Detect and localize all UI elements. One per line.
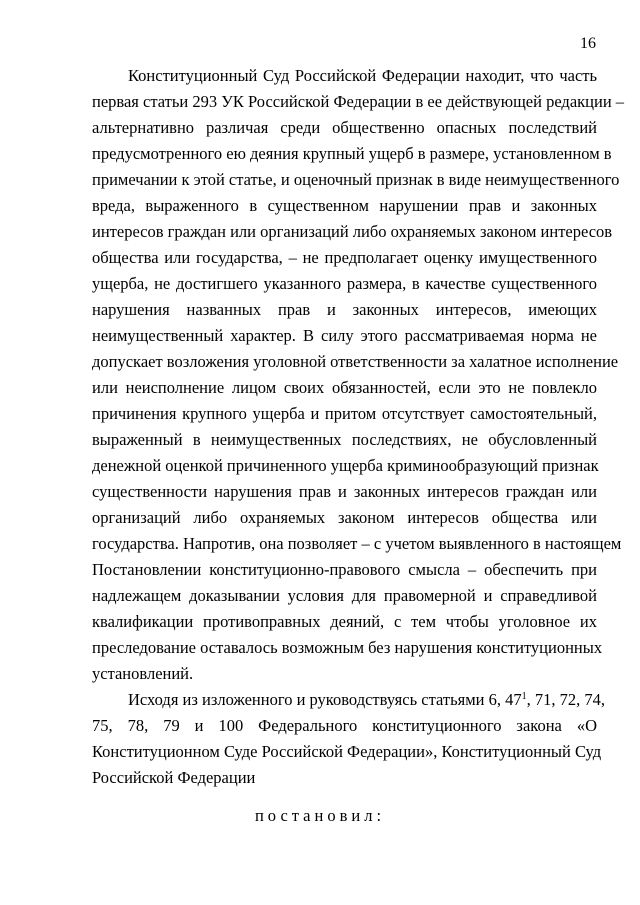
text-line: вреда, выраженного в существенном нарушении прав и законных: [92, 196, 597, 215]
text-line: первая статьи 293 УК Российской Федерации в ее действующей редакции –: [92, 92, 625, 111]
text-line: Постановлении конституционно-правового смысла – обеспечить при: [92, 560, 597, 579]
text-fragment: Исходя из изложенного и руководствуясь статьями 6, 47: [128, 690, 522, 709]
text-line: преследование оставалось возможным без нарушения конституционных: [92, 638, 603, 657]
text-line: неимущественный характер. В силу этого рассматриваемая норма не: [92, 326, 597, 345]
text-line: примечании к этой статье, и оценочный признак в виде неимущественного: [92, 170, 620, 189]
text-line: интересов граждан или организаций либо охраняемых законом интересов: [92, 222, 613, 241]
text-line: Конституционный Суд Российской Федерации находит, что часть: [128, 66, 597, 85]
text-line: организаций либо охраняемых законом интересов общества или: [92, 508, 597, 527]
text-line: альтернативно различая среди общественно опасных последствий: [92, 118, 597, 137]
text-line: существенности нарушения прав и законных интересов граждан или: [92, 482, 597, 501]
text-line: [128, 690, 605, 710]
text-line: Российской Федерации: [92, 768, 256, 787]
text-line: установлений.: [92, 664, 194, 683]
text-line: денежной оценкой причиненного ущерба криминообразующий признак: [92, 456, 599, 475]
page-number: 16: [580, 35, 596, 52]
text-fragment: , 71, 72, 74,: [526, 690, 605, 709]
text-line: допускает возложения уголовной ответственности за халатное исполнение: [92, 352, 619, 371]
superscript: 1: [521, 691, 527, 702]
text-line: надлежащем доказывании условия для правомерной и справедливой: [92, 586, 597, 605]
text-line: квалификации противоправных деяний, с тем чтобы уголовное их: [92, 612, 597, 631]
decision-heading: постановил:: [254, 806, 386, 825]
text-line: или неисполнение лицом своих обязанностей, если это не повлекло: [92, 378, 597, 397]
text-line: 75, 78, 79 и 100 Федерального конституционного закона «О: [92, 716, 597, 735]
text-line: нарушения названных прав и законных интересов, имеющих: [92, 300, 597, 319]
text-line: причинения крупного ущерба и притом отсутствует самостоятельный,: [92, 404, 597, 423]
text-line: ущерба, не достигшего указанного размера, в качестве существенного: [92, 274, 597, 293]
text-line: предусмотренного ею деяния крупный ущерб в размере, установленном в: [92, 144, 612, 163]
text-line: общества или государства, – не предполагает оценку имущественного: [92, 248, 597, 267]
text-line: выраженный в неимущественных последствиях, не обусловленный: [92, 430, 597, 449]
text-line: государства. Напротив, она позволяет – с учетом выявленного в настоящем: [92, 534, 622, 553]
text-line: Конституционном Суде Российской Федерации», Конституционный Суд: [92, 742, 602, 761]
